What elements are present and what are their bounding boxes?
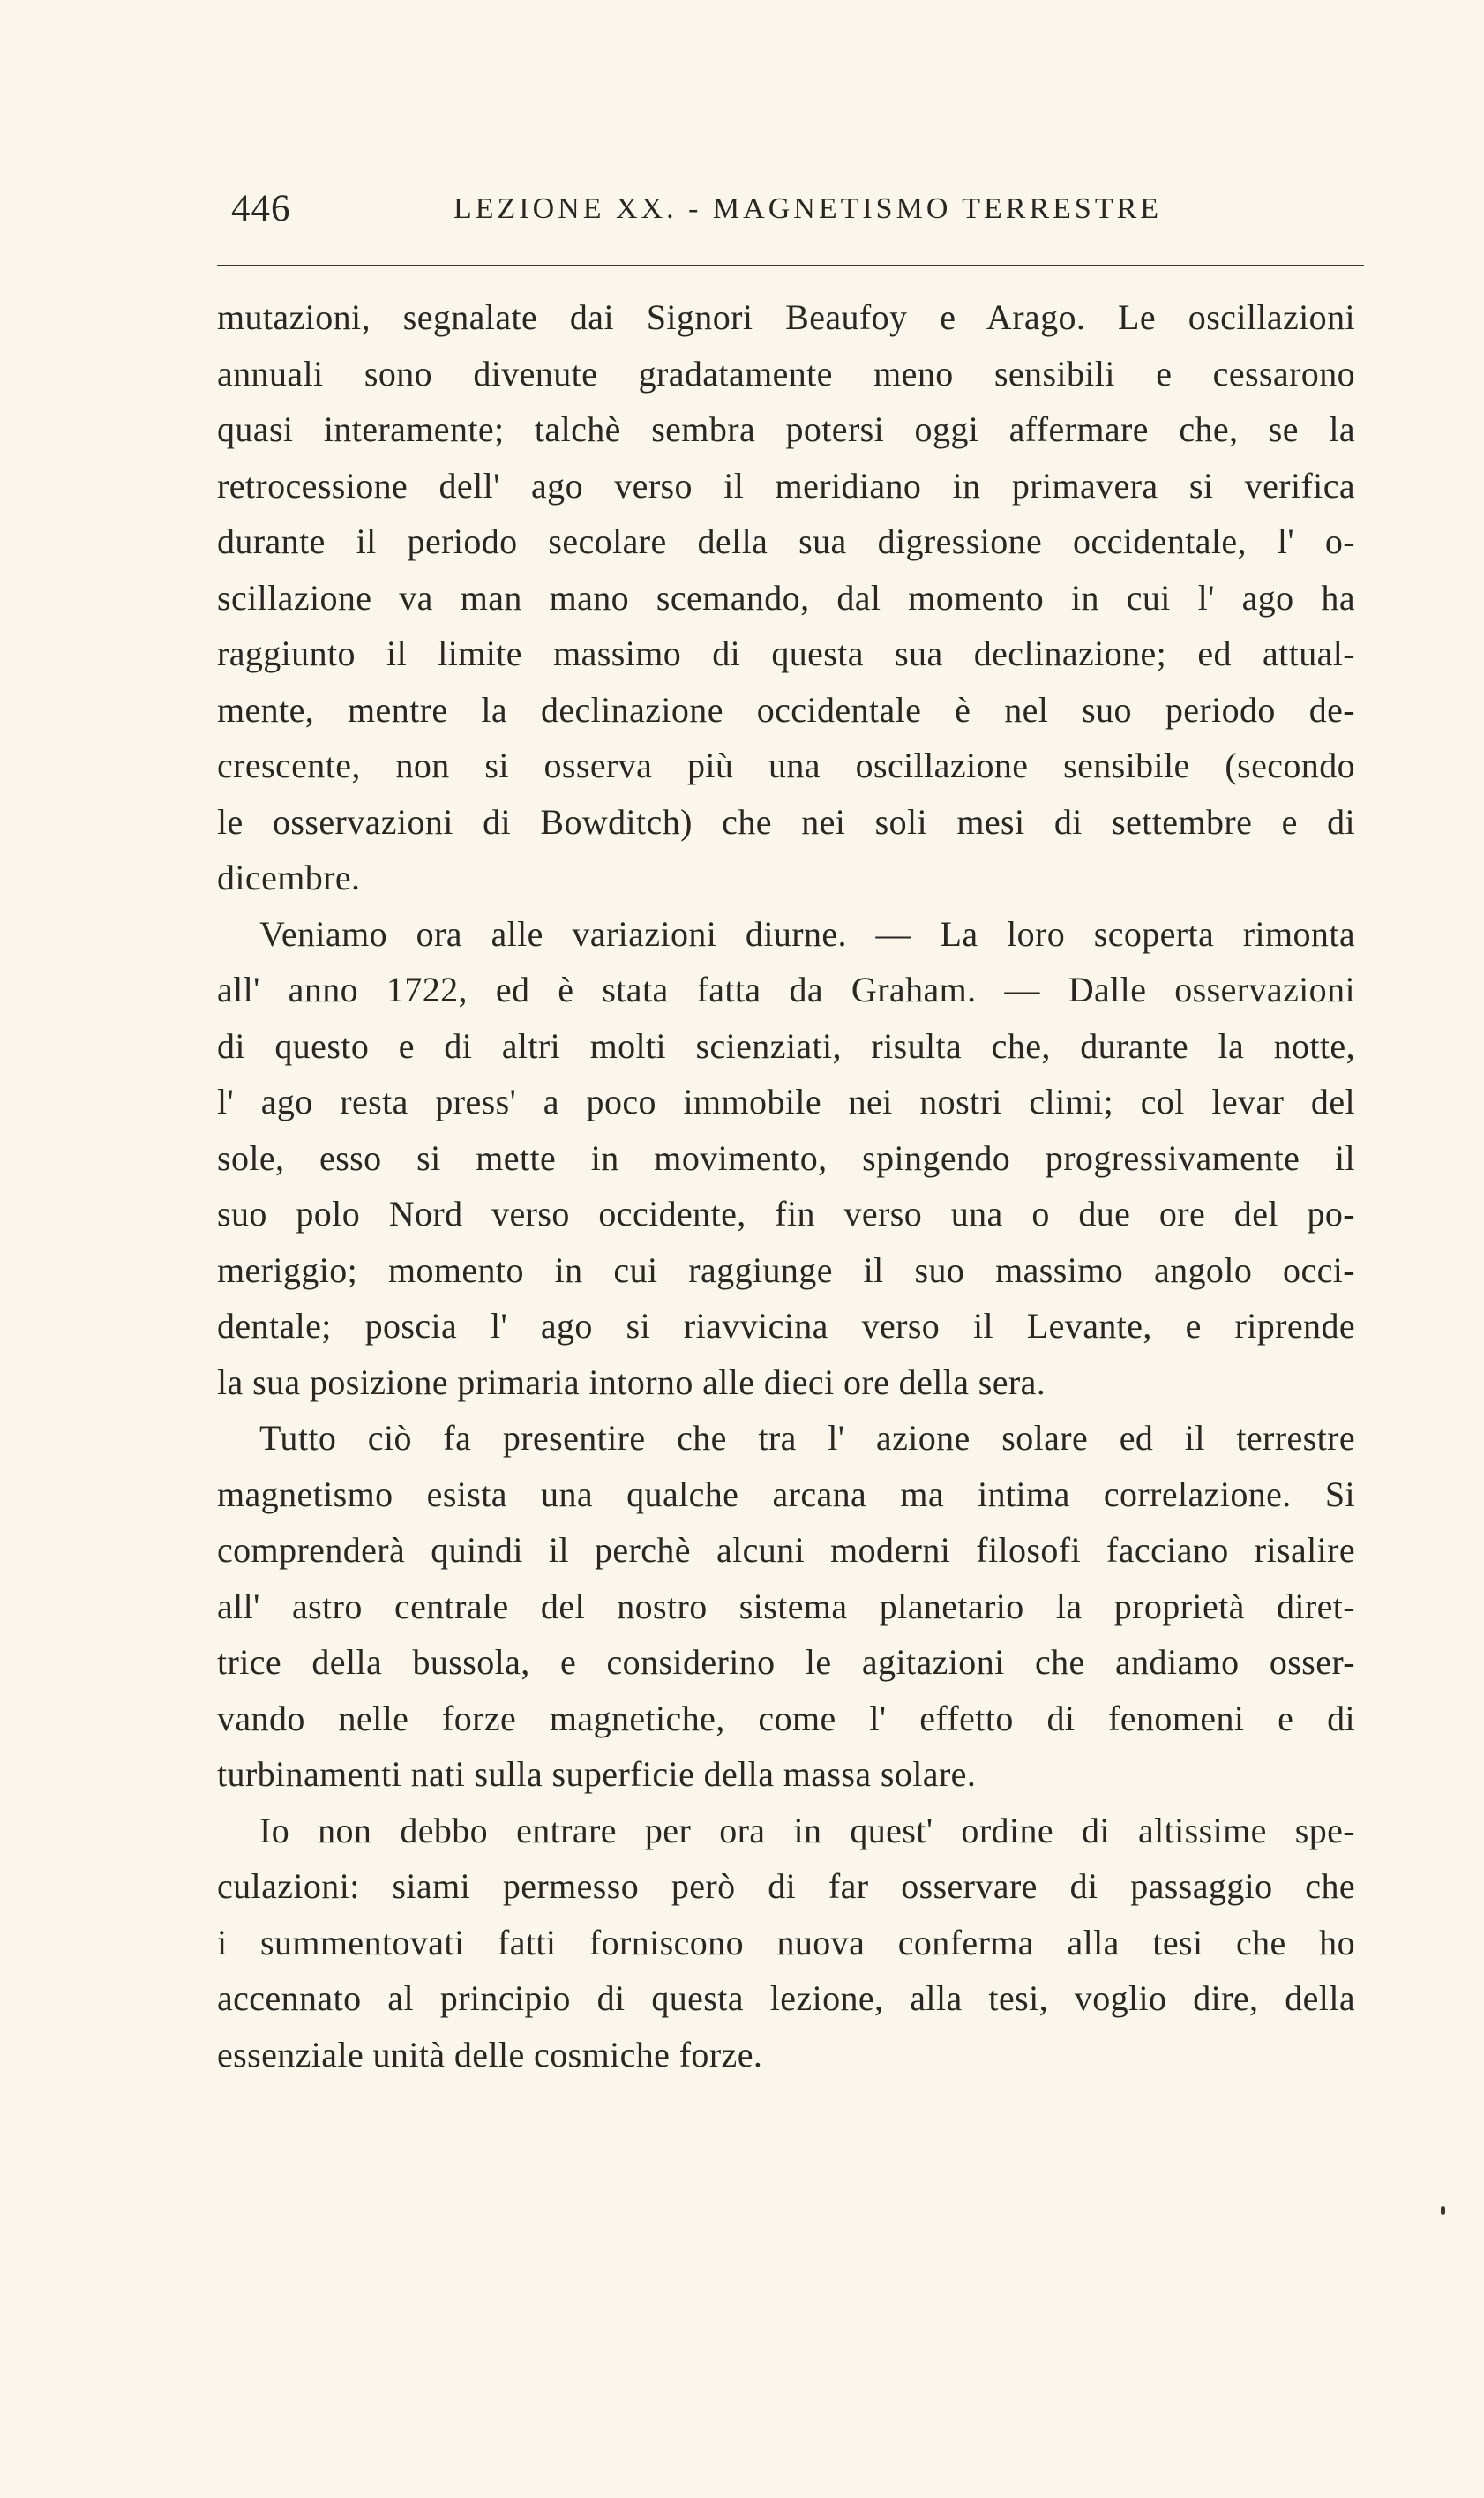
text-line: crescente, non si osserva più una oscillazione sensibile (secondo xyxy=(217,746,1355,785)
text-line: all' astro centrale del nostro sistema planetario la proprietà diret- xyxy=(217,1586,1355,1626)
text-line: essenziale unità delle cosmiche forze. xyxy=(217,2034,763,2074)
text-line: durante il periodo secolare della sua digressione occidentale, l' o- xyxy=(217,521,1355,561)
text-line: i summentovati fatti forniscono nuova conferma alla tesi che ho xyxy=(217,1922,1355,1962)
running-head: LEZIONE XX. - MAGNETISMO TERRESTRE xyxy=(453,192,1163,225)
body-text xyxy=(217,289,1355,2082)
text-line: sole, esso si mette in movimento, spingendo progressivamente il xyxy=(217,1137,1355,1178)
ink-speck xyxy=(1441,2206,1445,2215)
page-number: 446 xyxy=(231,188,291,229)
text-line: le osservazioni di Bowditch) che nei soli mesi di settembre e di xyxy=(217,801,1355,842)
text-line: dicembre. xyxy=(217,858,361,897)
text-line: comprenderà quindi il perchè alcuni moderni filosofi facciano risalire xyxy=(217,1530,1355,1570)
text-line: Io non debbo entrare per ora in quest' ordine di altissime spe- xyxy=(259,1810,1355,1850)
text-line: la sua posizione primaria intorno alle dieci ore della sera. xyxy=(217,1362,1046,1402)
text-line: all' anno 1722, ed è stata fatta da Graham. — Dalle osservazioni xyxy=(217,970,1355,1009)
text-line: Veniamo ora alle variazioni diurne. — La loro scoperta rimonta xyxy=(259,913,1355,954)
text-line: vando nelle forze magnetiche, come l' effetto di fenomeni e di xyxy=(217,1698,1355,1738)
text-line: raggiunto il limite massimo di questa sua declinazione; ed attual- xyxy=(217,634,1355,673)
text-line: magnetismo esista una qualche arcana ma intima correlazione. Si xyxy=(217,1474,1355,1514)
text-line: suo polo Nord verso occidente, fin verso una o due ore del po- xyxy=(217,1194,1355,1234)
text-line: meriggio; momento in cui raggiunge il suo massimo angolo occi- xyxy=(217,1249,1355,1290)
header-rule xyxy=(217,265,1364,266)
text-line: dentale; poscia l' ago si riavvicina verso il Levante, e riprende xyxy=(217,1306,1355,1346)
text-line: quasi interamente; talchè sembra potersi oggi affermare che, se la xyxy=(217,409,1355,449)
text-line: trice della bussola, e considerino le agitazioni che andiamo osser- xyxy=(217,1642,1355,1682)
text-line: annuali sono divenute gradatamente meno sensibili e cessarono xyxy=(217,353,1355,394)
text-line: mutazioni, segnalate dai Signori Beaufoy e Arago. Le oscillazioni xyxy=(217,297,1355,337)
text-line: di questo e di altri molti scienziati, risulta che, durante la notte, xyxy=(217,1025,1355,1066)
text-line: Tutto ciò fa presentire che tra l' azione solare ed il terrestre xyxy=(259,1418,1355,1458)
page-header xyxy=(217,187,1364,249)
text-line: mente, mentre la declinazione occidentale è nel suo periodo de- xyxy=(217,689,1355,730)
text-line: culazioni: siami permesso però di far osservare di passaggio che xyxy=(217,1866,1355,1906)
text-line: turbinamenti nati sulla superficie della massa solare. xyxy=(217,1754,977,1794)
text-line: accennato al principio di questa lezione, alla tesi, voglio dire, della xyxy=(217,1978,1355,2018)
text-line: l' ago resta press' a poco immobile nei nostri climi; col levar del xyxy=(217,1082,1355,1121)
text-line: retrocessione dell' ago verso il meridiano in primavera si verifica xyxy=(217,465,1355,506)
text-line: scillazione va man mano scemando, dal momento in cui l' ago ha xyxy=(217,577,1355,618)
